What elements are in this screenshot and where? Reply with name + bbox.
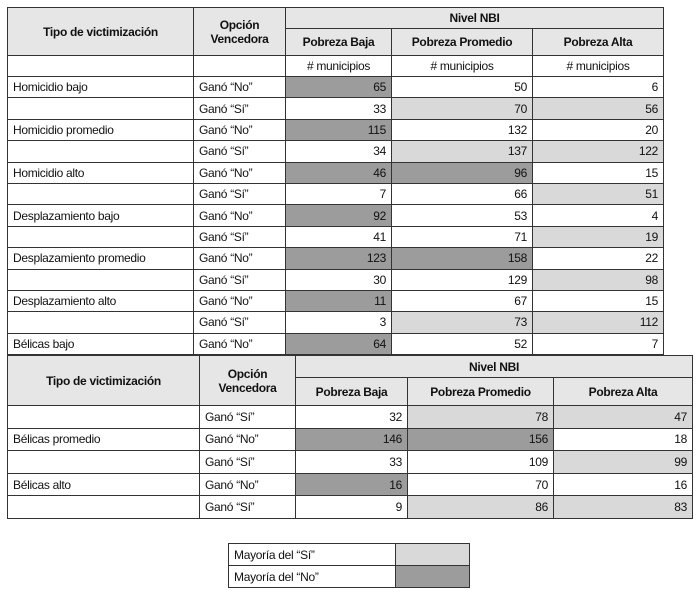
empty-cell — [8, 56, 194, 77]
pobreza-alta-cell: 122 — [533, 141, 664, 162]
table-row — [8, 406, 693, 429]
pobreza-baja-cell: 30 — [286, 269, 392, 290]
opcion-cell: Ganó “Sí” — [200, 406, 296, 429]
header-pobreza-alta: Pobreza Alta — [533, 29, 664, 56]
opcion-cell: Ganó “Sí” — [200, 451, 296, 474]
pobreza-baja-cell: 46 — [286, 162, 392, 183]
table-row — [8, 226, 664, 247]
pobreza-baja-cell: 33 — [296, 451, 408, 474]
opcion-cell: Ganó “No” — [194, 205, 286, 226]
pobreza-alta-cell: 18 — [554, 428, 693, 451]
pobreza-baja-cell: 3 — [286, 312, 392, 333]
pobreza-promedio-cell: 109 — [408, 451, 554, 474]
pobreza-baja-cell: 146 — [296, 428, 408, 451]
pobreza-alta-cell: 19 — [533, 226, 664, 247]
opcion-cell: Ganó “Sí” — [194, 141, 286, 162]
pobreza-alta-cell: 15 — [533, 162, 664, 183]
pobreza-promedio-cell: 71 — [392, 226, 533, 247]
pobreza-baja-cell: 41 — [286, 226, 392, 247]
opcion-cell: Ganó “No” — [194, 290, 286, 311]
pobreza-promedio-cell: 137 — [392, 141, 533, 162]
pobreza-baja-cell: 92 — [286, 205, 392, 226]
legend-label-no: Mayoría del “No” — [229, 566, 396, 588]
pobreza-promedio-cell: 50 — [392, 77, 533, 98]
table-row — [8, 119, 664, 140]
pobreza-promedio-cell: 73 — [392, 312, 533, 333]
victimization-table-part-1 — [7, 7, 664, 355]
tipo-cell — [8, 451, 200, 474]
opcion-cell: Ganó “Sí” — [194, 183, 286, 204]
empty-cell — [194, 56, 286, 77]
tipo-cell — [8, 226, 194, 247]
tipo-cell — [8, 312, 194, 333]
tipo-cell: Desplazamiento promedio — [8, 248, 194, 269]
tipo-cell: Desplazamiento bajo — [8, 205, 194, 226]
pobreza-alta-cell: 98 — [533, 269, 664, 290]
unit-label: # municipios — [392, 56, 533, 77]
opcion-cell: Ganó “Sí” — [194, 98, 286, 119]
tipo-cell: Desplazamiento alto — [8, 290, 194, 311]
pobreza-promedio-cell: 52 — [392, 333, 533, 354]
pobreza-baja-cell: 11 — [286, 290, 392, 311]
header-tipo: Tipo de victimización — [8, 8, 194, 56]
pobreza-baja-cell: 33 — [286, 98, 392, 119]
pobreza-promedio-cell: 132 — [392, 119, 533, 140]
table-row — [8, 162, 664, 183]
table-row — [8, 496, 693, 519]
tipo-cell — [8, 183, 194, 204]
opcion-cell: Ganó “No” — [200, 473, 296, 496]
pobreza-baja-cell: 123 — [286, 248, 392, 269]
pobreza-alta-cell: 16 — [554, 473, 693, 496]
pobreza-baja-cell: 34 — [286, 141, 392, 162]
header-nivel-nbi: Nivel NBI — [296, 356, 693, 378]
legend-label-si: Mayoría del “Sí” — [229, 544, 396, 566]
opcion-cell: Ganó “No” — [194, 162, 286, 183]
header-pobreza-baja: Pobreza Baja — [296, 378, 408, 406]
tipo-cell: Homicidio promedio — [8, 119, 194, 140]
pobreza-promedio-cell: 67 — [392, 290, 533, 311]
table-row — [8, 473, 693, 496]
pobreza-alta-cell: 7 — [533, 333, 664, 354]
tipo-cell — [8, 269, 194, 290]
pobreza-promedio-cell: 53 — [392, 205, 533, 226]
pobreza-alta-cell: 22 — [533, 248, 664, 269]
table-row — [8, 290, 664, 311]
header-pobreza-promedio: Pobreza Promedio — [392, 29, 533, 56]
pobreza-alta-cell: 47 — [554, 406, 693, 429]
pobreza-alta-cell: 51 — [533, 183, 664, 204]
header-tipo: Tipo de victimización — [8, 356, 200, 406]
table-row — [8, 98, 664, 119]
header-opcion: Opción Vencedora — [194, 8, 286, 56]
unit-label: # municipios — [286, 56, 392, 77]
header-pobreza-alta: Pobreza Alta — [554, 378, 693, 406]
tipo-cell: Bélicas promedio — [8, 428, 200, 451]
table-row — [8, 428, 693, 451]
pobreza-alta-cell: 112 — [533, 312, 664, 333]
pobreza-baja-cell: 65 — [286, 77, 392, 98]
opcion-cell: Ganó “No” — [194, 333, 286, 354]
pobreza-baja-cell: 9 — [296, 496, 408, 519]
pobreza-promedio-cell: 86 — [408, 496, 554, 519]
pobreza-alta-cell: 83 — [554, 496, 693, 519]
pobreza-promedio-cell: 129 — [392, 269, 533, 290]
pobreza-baja-cell: 115 — [286, 119, 392, 140]
pobreza-alta-cell: 99 — [554, 451, 693, 474]
pobreza-promedio-cell: 78 — [408, 406, 554, 429]
tipo-cell — [8, 496, 200, 519]
table-row — [8, 77, 664, 98]
tipo-cell: Bélicas bajo — [8, 333, 194, 354]
opcion-cell: Ganó “No” — [194, 119, 286, 140]
legend-row-si — [229, 544, 470, 566]
tipo-cell — [8, 141, 194, 162]
header-nivel-nbi: Nivel NBI — [286, 8, 664, 29]
tipo-cell: Homicidio alto — [8, 162, 194, 183]
unit-label: # municipios — [533, 56, 664, 77]
victimization-table-part-2 — [7, 355, 693, 519]
opcion-cell: Ganó “Sí” — [200, 496, 296, 519]
pobreza-baja-cell: 64 — [286, 333, 392, 354]
pobreza-promedio-cell: 156 — [408, 428, 554, 451]
legend-row-no — [229, 566, 470, 588]
opcion-cell: Ganó “No” — [194, 248, 286, 269]
opcion-cell: Ganó “No” — [200, 428, 296, 451]
pobreza-alta-cell: 6 — [533, 77, 664, 98]
opcion-cell: Ganó “No” — [194, 77, 286, 98]
legend-swatch-no — [396, 566, 470, 588]
tipo-cell: Homicidio bajo — [8, 77, 194, 98]
pobreza-alta-cell: 4 — [533, 205, 664, 226]
pobreza-promedio-cell: 158 — [392, 248, 533, 269]
table-row — [8, 269, 664, 290]
legend-swatch-si — [396, 544, 470, 566]
pobreza-alta-cell: 56 — [533, 98, 664, 119]
pobreza-alta-cell: 20 — [533, 119, 664, 140]
pobreza-promedio-cell: 70 — [408, 473, 554, 496]
pobreza-baja-cell: 16 — [296, 473, 408, 496]
pobreza-baja-cell: 7 — [286, 183, 392, 204]
table-row — [8, 312, 664, 333]
legend — [228, 543, 470, 588]
table-row — [8, 205, 664, 226]
pobreza-baja-cell: 32 — [296, 406, 408, 429]
tipo-cell: Bélicas alto — [8, 473, 200, 496]
tipo-cell — [8, 406, 200, 429]
opcion-cell: Ganó “Sí” — [194, 312, 286, 333]
table-row — [8, 451, 693, 474]
header-opcion: Opción Vencedora — [200, 356, 296, 406]
header-pobreza-promedio: Pobreza Promedio — [408, 378, 554, 406]
tipo-cell — [8, 98, 194, 119]
pobreza-promedio-cell: 96 — [392, 162, 533, 183]
table-row — [8, 141, 664, 162]
opcion-cell: Ganó “Sí” — [194, 269, 286, 290]
pobreza-alta-cell: 15 — [533, 290, 664, 311]
pobreza-promedio-cell: 66 — [392, 183, 533, 204]
table-row — [8, 333, 664, 354]
header-pobreza-baja: Pobreza Baja — [286, 29, 392, 56]
table-row — [8, 183, 664, 204]
table-row — [8, 248, 664, 269]
pobreza-promedio-cell: 70 — [392, 98, 533, 119]
opcion-cell: Ganó “Sí” — [194, 226, 286, 247]
